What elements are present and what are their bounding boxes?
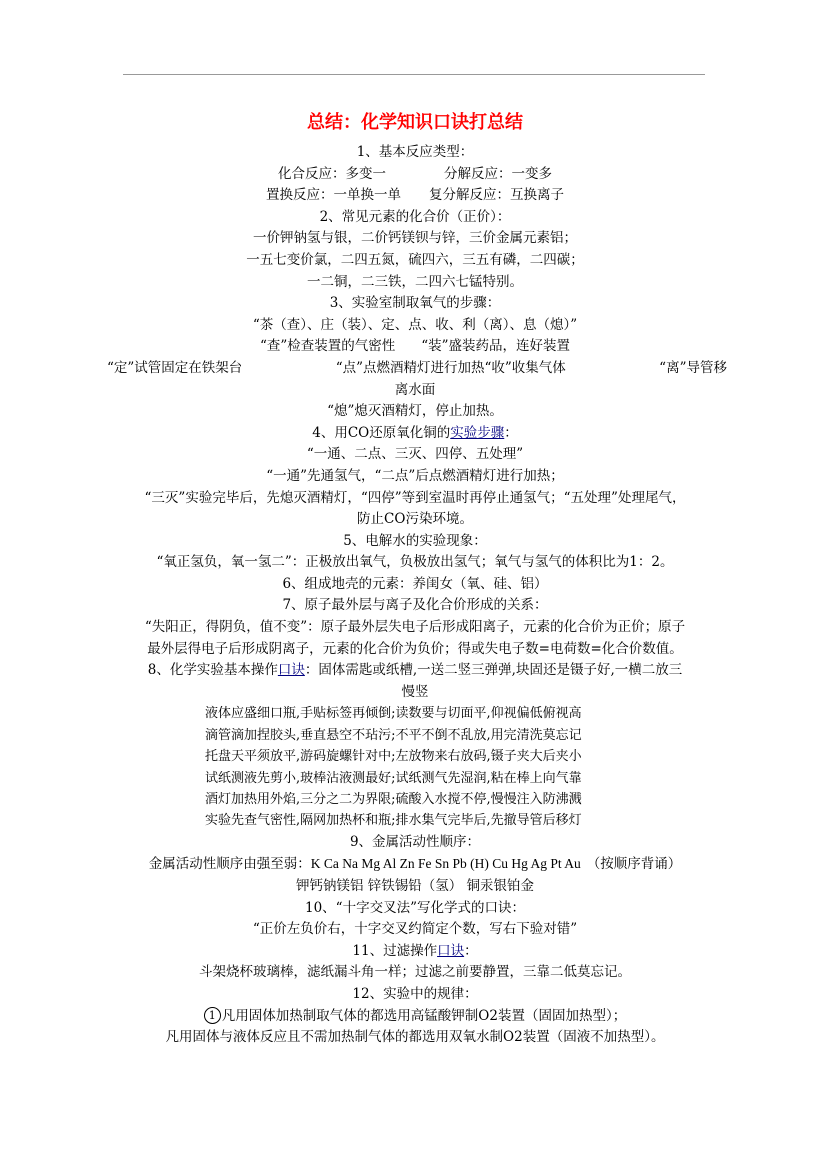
section-2-heading: 2、常见元素的化合价（正价）： bbox=[319, 208, 511, 225]
page-title: 总结：化学知识口诀打总结 bbox=[307, 112, 523, 133]
double-replace-reaction: 复分解反应：互换离子 bbox=[429, 187, 564, 204]
section-1-line-2 bbox=[115, 185, 715, 207]
section-12-heading: 12、实验中的规律： bbox=[352, 986, 478, 1003]
section-5-heading: 5、电解水的实验现象： bbox=[343, 532, 487, 549]
section-11-heading-text: 11、过滤操作 bbox=[352, 942, 438, 959]
section-3-line-4: 离水面 bbox=[394, 381, 436, 398]
document-body bbox=[107, 108, 727, 1049]
lab-operation-poem bbox=[205, 703, 625, 831]
poem-line: 滴管滴加捏胶头,垂直悬空不玷污;不平不倒不乱放,用完清洗莫忘记 bbox=[205, 727, 582, 743]
step-remove: “离”导管移 bbox=[659, 359, 727, 376]
section-11-heading-colon: ： bbox=[464, 942, 478, 959]
step-check: “查”检查装置的气密性 bbox=[259, 338, 396, 355]
section-4-line-4: 防止CO污染环境。 bbox=[357, 511, 473, 528]
section-3-line-2 bbox=[115, 336, 715, 358]
header-rule bbox=[123, 74, 705, 75]
circled-number-marker: 1 bbox=[204, 1007, 221, 1024]
section-8-heading-rest: ：固体需匙或纸槽,一送二竖三弹弹,块固还是镊子好,一横二放三 bbox=[304, 662, 683, 679]
section-4-heading-text: 4、用CO还原氧化铜的 bbox=[312, 424, 451, 441]
section-4-line-2: “一通”先通氢气，“二点”后点燃酒精灯进行加热； bbox=[266, 467, 564, 484]
section-8-heading-line-2: 慢竖 bbox=[401, 683, 429, 700]
section-8-heading-text: 8、化学实验基本操作 bbox=[147, 662, 278, 679]
section-6-heading: 6、组成地壳的元素：养闺女（氧、硅、铝） bbox=[282, 575, 548, 592]
section-12-line-1 bbox=[115, 1006, 715, 1028]
section-2-line-2: 一五七变价氯，二四五氮，硫四六，三五有磷，二四碳； bbox=[246, 251, 584, 268]
section-10-line-1: “正价左负价右，十字交叉约简定个数，写右下验对错” bbox=[252, 921, 578, 938]
activity-series-label: 金属活动性顺序由强至弱： bbox=[148, 856, 311, 873]
poem-line: 液体应盛细口瓶,手贴标签再倾倒;读数要与切面平,仰视偏低俯视高 bbox=[205, 706, 582, 722]
replace-reaction: 置换反应：一单换一单 bbox=[266, 187, 401, 204]
decompose-reaction: 分解反应：一变多 bbox=[444, 165, 552, 182]
activity-series-note: （按顺序背诵） bbox=[586, 856, 682, 873]
section-4-line-1: “一通、二点、三灭、四停、五处理” bbox=[306, 446, 524, 463]
section-1-heading: 1、基本反应类型： bbox=[356, 144, 474, 160]
section-4-heading bbox=[115, 423, 715, 445]
section-3-line-3 bbox=[107, 358, 727, 380]
section-10-heading: 10、“十字交叉法”写化学式的口诀： bbox=[305, 899, 525, 916]
combine-reaction: 化合反应：多变一 bbox=[278, 165, 386, 182]
step-heat-collect: “点”点燃酒精灯进行加热“收”收集气体 bbox=[335, 359, 566, 376]
section-4-heading-colon: ： bbox=[504, 424, 518, 441]
section-8-heading bbox=[105, 660, 725, 682]
poem-line: 酒灯加热用外焰,三分之二为界限;硫酸入水搅不停,慢慢注入防沸溅 bbox=[205, 792, 582, 808]
section-1-line-1 bbox=[115, 164, 715, 186]
section-3-line-5: “熄”熄灭酒精灯，停止加热。 bbox=[327, 403, 503, 420]
step-load: “装”盛装药品，连好装置 bbox=[421, 338, 571, 355]
activity-series-symbols: K Ca Na Mg Al Zn Fe Sn Pb (H) Cu Hg Ag Pt Au bbox=[310, 856, 581, 872]
section-9-heading: 9、金属活动性顺序： bbox=[349, 833, 481, 850]
poem-line: 实验先查气密性,隔网加热杯和瓶;排水集气完毕后,先撤导管后移灯 bbox=[205, 813, 582, 829]
section-7-line-1: “失阳正，得阴负，值不变”：原子最外层失电子后形成阳离子，元素的化合价为正价；原子 bbox=[144, 619, 686, 636]
section-2-line-1: 一价钾钠氢与银，二价钙镁钡与锌，三价金属元素铝； bbox=[253, 230, 577, 247]
section-5-line-1: “氧正氢负，氧一氢二”：正极放出氧气，负极放出氢气；氧气与氢气的体积比为1：2。 bbox=[156, 554, 674, 571]
section-4-line-3: “三灭”实验完毕后，先熄灭酒精灯，“四停”等到室温时再停止通氢气；“五处理”处理尾气， bbox=[144, 489, 686, 506]
section-2-line-3: 一二铜，二三铁，二四六七锰特别。 bbox=[307, 273, 523, 290]
rule-solid-heating: 凡用固体加热制取气体的都选用高锰酸钾制O2装置（固固加热型）； bbox=[221, 1007, 627, 1024]
experiment-steps-link[interactable]: 实验步骤 bbox=[450, 424, 505, 441]
poem-line: 托盘天平须放平,游码旋螺针对中;左放物来右放码,镊子夹大后夹小 bbox=[205, 749, 582, 765]
section-11-line-1: 斗架烧杯玻璃棒，滤纸漏斗角一样；过滤之前要静置，三靠二低莫忘记。 bbox=[199, 964, 631, 981]
section-7-line-2: 最外层得电子后形成阴离子，元素的化合价为负价；得或失电子数=电荷数=化合价数值。 bbox=[147, 640, 683, 657]
filtration-mnemonic-link[interactable]: 口诀 bbox=[437, 942, 465, 959]
mnemonic-link[interactable]: 口诀 bbox=[277, 662, 305, 679]
section-11-heading bbox=[115, 941, 715, 963]
section-12-line-2: 凡用固体与液体反应且不需加热制气体的都选用双氧水制O2装置（固液不加热型）。 bbox=[165, 1029, 665, 1046]
poem-line: 试纸测液先剪小,玻棒沾液测最好;试纸测气先湿润,粘在棒上向气靠 bbox=[205, 770, 582, 786]
step-fix: “定”试管固定在铁架台 bbox=[107, 359, 243, 376]
section-3-line-1: “茶（查）、庄（装）、定、点、收、利（离）、息（熄）” bbox=[252, 316, 578, 333]
section-7-heading: 7、原子最外层与离子及化合价形成的关系： bbox=[282, 597, 548, 614]
section-9-line-1 bbox=[115, 853, 715, 876]
section-9-line-2: 钾钙钠镁铝 锌铁锡铅（氢） 铜汞银铂金 bbox=[295, 878, 535, 895]
section-3-heading: 3、实验室制取氧气的步骤： bbox=[329, 295, 501, 312]
